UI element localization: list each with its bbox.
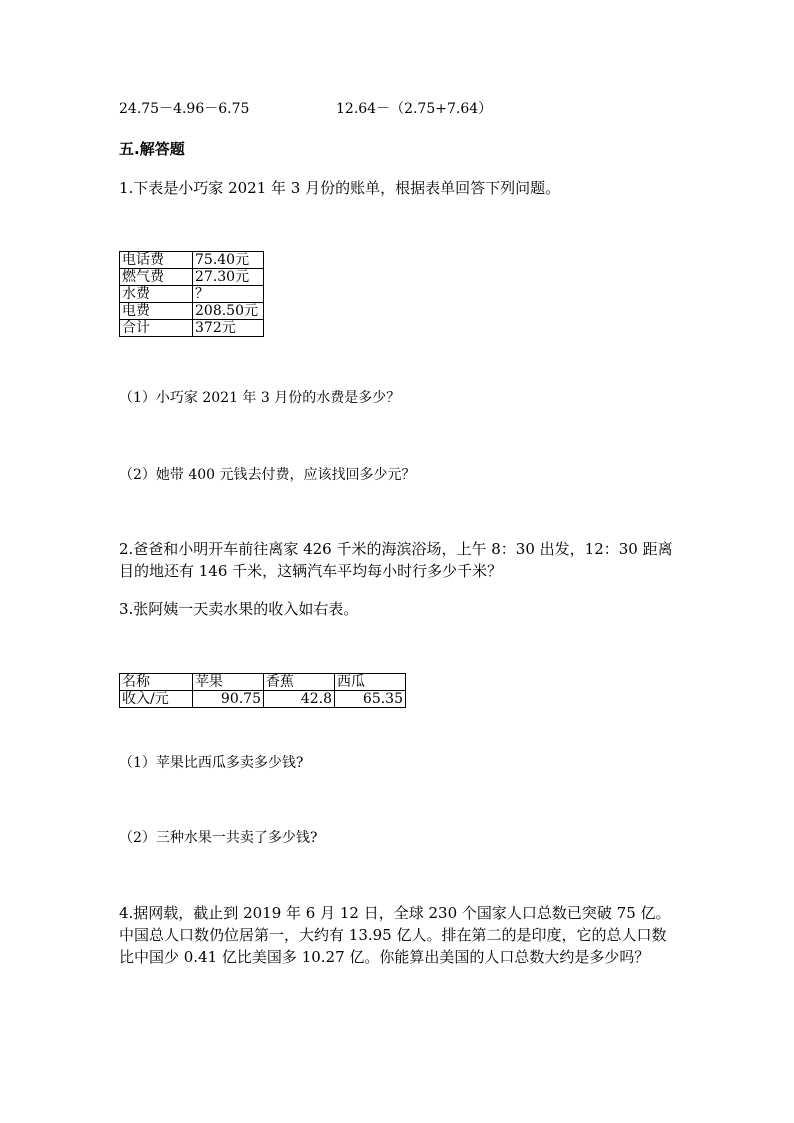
- calc-expression-1: 24.75－4.96－6.75: [119, 101, 250, 117]
- bill-value: 75.40元: [193, 252, 264, 269]
- question-3-text: 3.张阿姨一天卖水果的收入如右表。: [119, 600, 359, 618]
- question-3-sub-2: （2）三种水果一共卖了多少钱?: [119, 830, 318, 846]
- table-cell: 65.35: [335, 691, 406, 708]
- bill-table: [119, 251, 264, 337]
- table-row: [120, 320, 264, 337]
- section-title: 五.解答题: [119, 140, 185, 158]
- table-row: [120, 303, 264, 320]
- table-row: [120, 252, 264, 269]
- bill-value: ？: [193, 286, 264, 303]
- table-cell: 90.75: [193, 691, 264, 708]
- question-1-sub-1: （1）小巧家 2021 年 3 月份的水费是多少？: [119, 390, 401, 406]
- bill-item: 电话费: [120, 252, 193, 269]
- bill-item: 水费: [120, 286, 193, 303]
- question-3-sub-1: （1）苹果比西瓜多卖多少钱?: [119, 755, 304, 771]
- table-header: 苹果: [193, 674, 264, 691]
- table-cell: 42.8: [264, 691, 335, 708]
- bill-item: 合计: [120, 320, 193, 337]
- bill-item: 燃气费: [120, 269, 193, 286]
- bill-value: 27.30元: [193, 269, 264, 286]
- table-header: 西瓜: [335, 674, 406, 691]
- table-row: [120, 286, 264, 303]
- calc-expression-2: 12.64－（2.75+7.64）: [336, 101, 493, 117]
- question-2-text: 2.爸爸和小明开车前往离家 426 千米的海滨浴场，上午 8：30 出发，12：30 距离目的地还有 146 千米，这辆汽车平均每小时行多少千米？: [119, 540, 673, 580]
- table-row: [120, 269, 264, 286]
- bill-item: 电费: [120, 303, 193, 320]
- bill-value: 208.50元: [193, 303, 264, 320]
- table-header: 香蕉: [264, 674, 335, 691]
- question-1-text: 1.下表是小巧家 2021 年 3 月份的账单，根据表单回答下列问题。: [119, 179, 561, 197]
- table-row: [120, 674, 406, 691]
- bill-value: 372元: [193, 320, 264, 337]
- question-4-text: 4.据网载，截止到 2019 年 6 月 12 日，全球 230 个国家人口总数已突破 75 亿。中国总人口数仍位居第一，大约有 13.95 亿人。排在第二的是印度，它的总人口数比中国少 0.41 亿比美国多 10.27 亿。你能算出美国的人口总数大约是多少吗？: [119, 904, 671, 966]
- fruit-income-table: [119, 673, 406, 708]
- row-label: 收入/元: [120, 691, 193, 708]
- table-header: 名称: [120, 674, 193, 691]
- question-1-sub-2: （2）她带 400 元钱去付费，应该找回多少元？: [119, 467, 416, 483]
- table-row: [120, 691, 406, 708]
